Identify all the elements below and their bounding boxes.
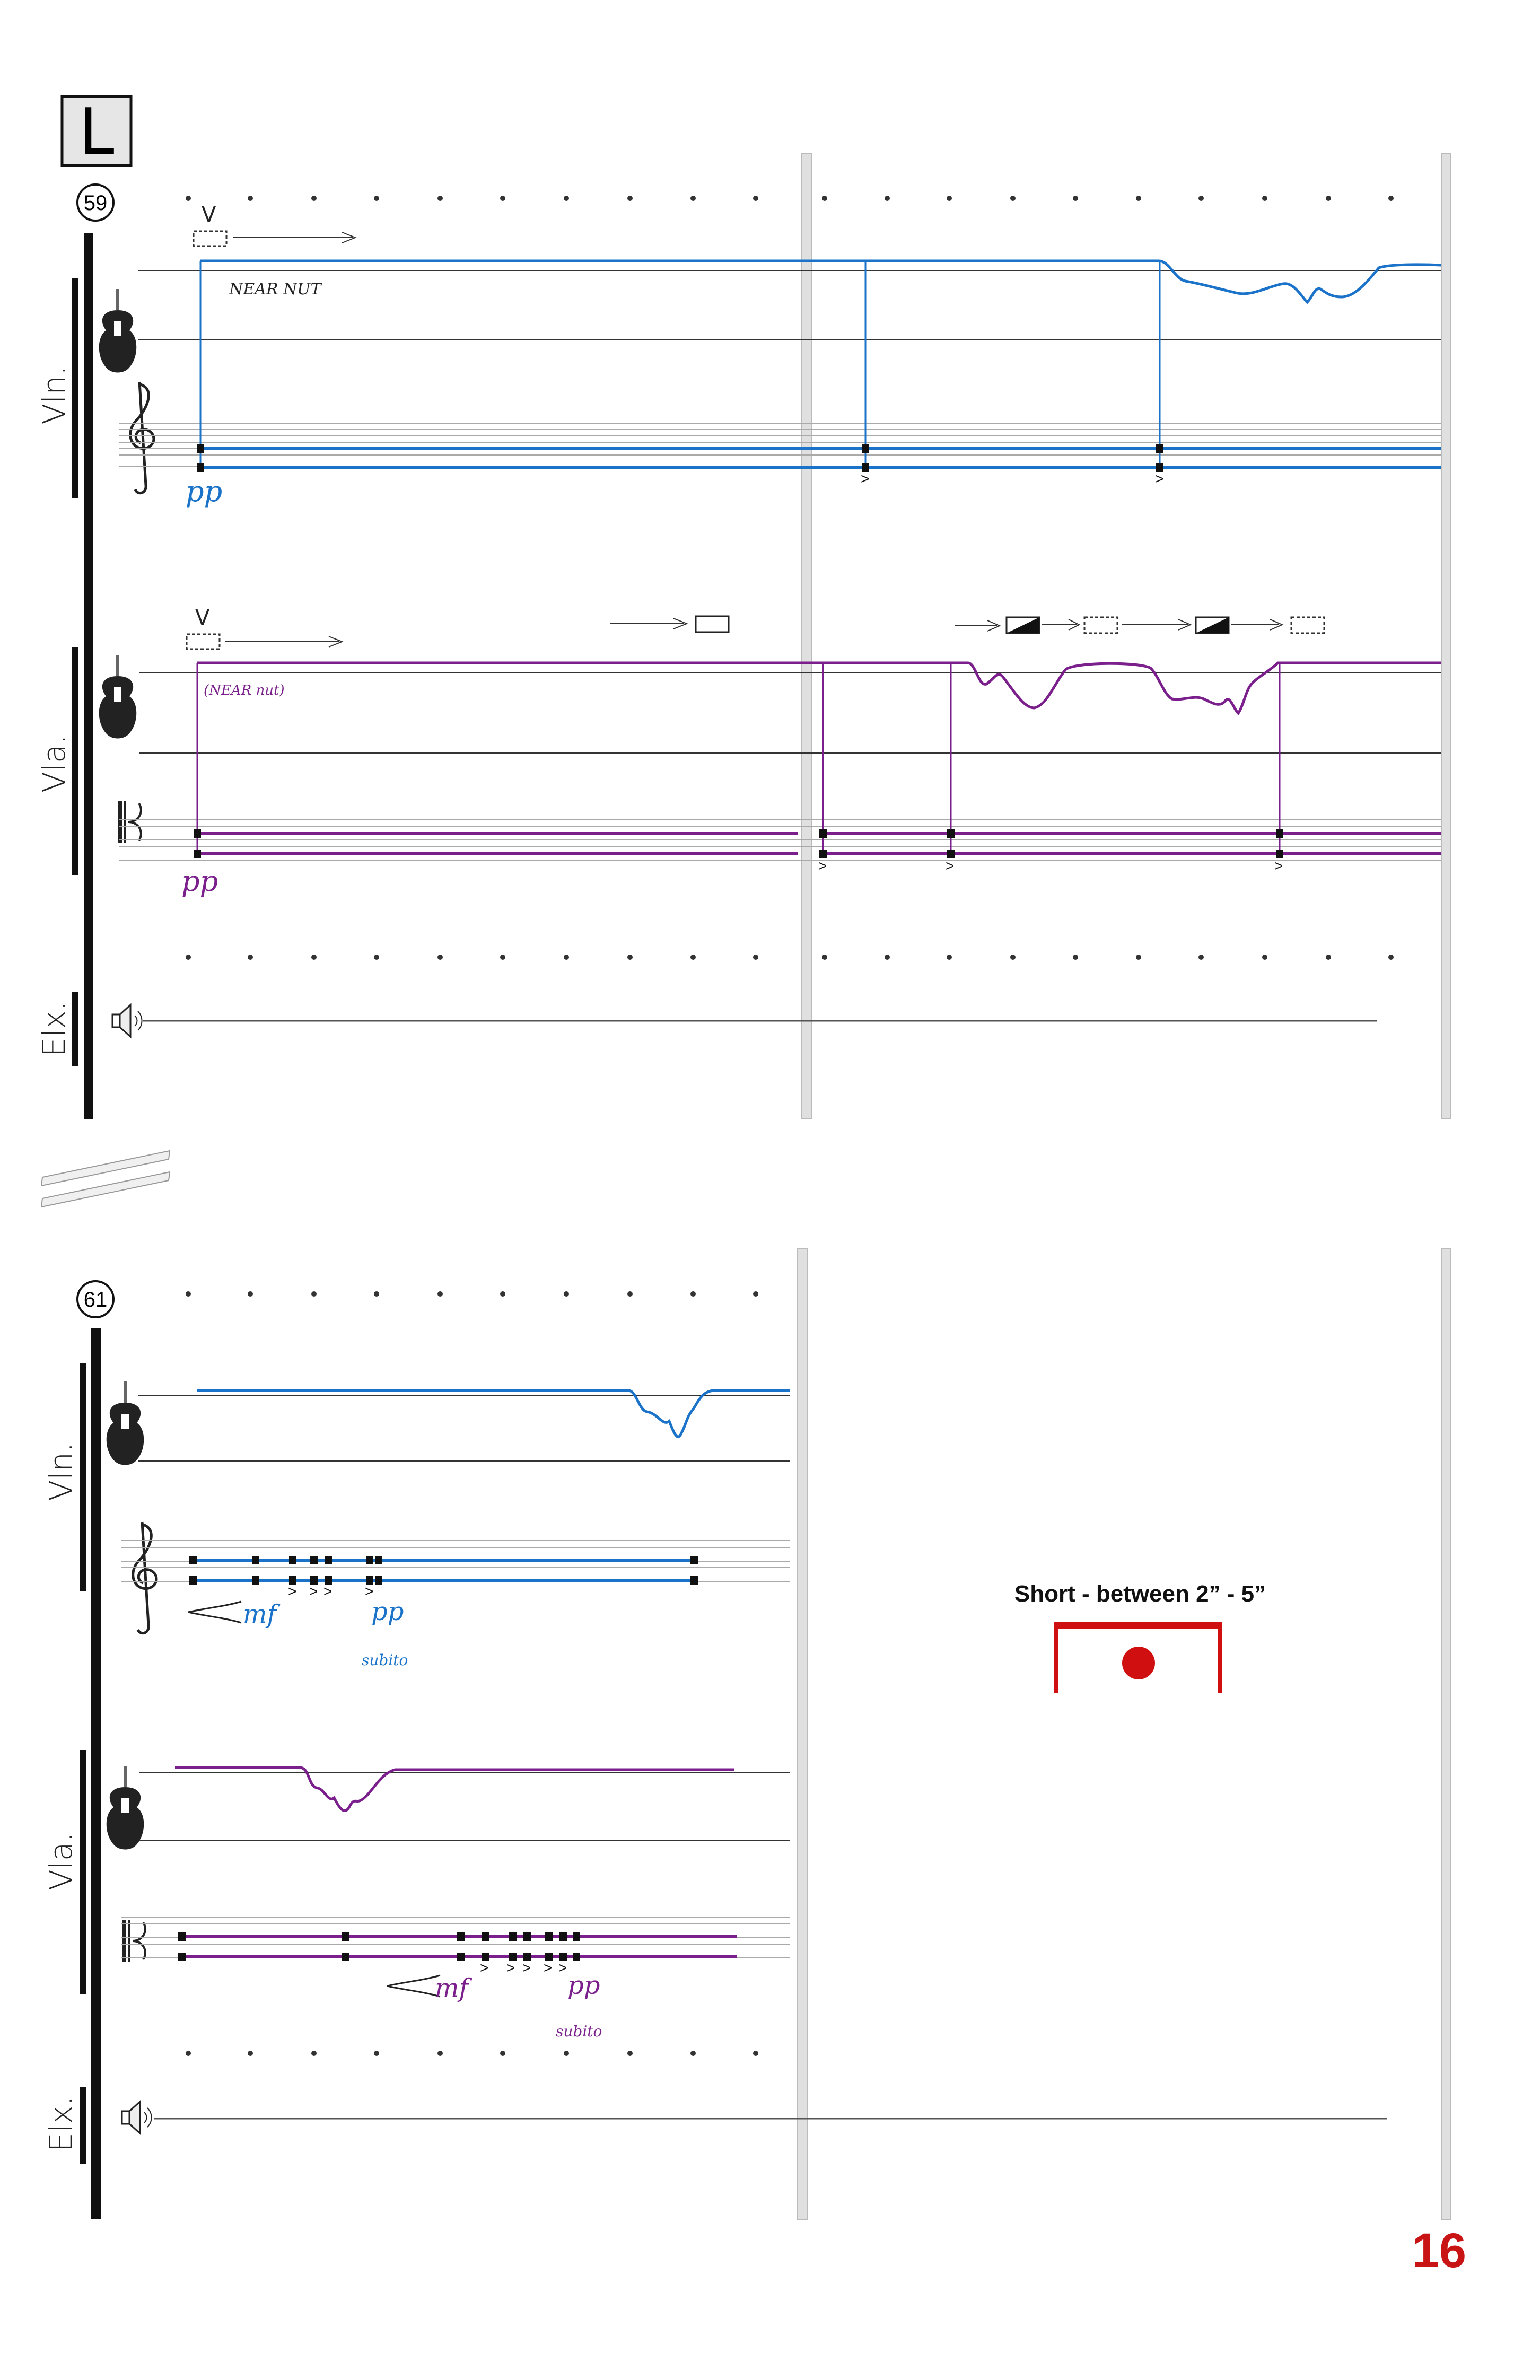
viola-staff [36,606,1441,898]
system-1 [36,154,1451,1119]
time-dots [186,955,1394,960]
viola-contour-2 [175,1768,734,1810]
violin-contour-2 [197,1390,790,1437]
alto-clef-icon [118,801,141,843]
violin-label: Vln. [36,365,72,425]
bow-mark: V [202,203,216,227]
page-number: 16 [1412,2224,1466,2278]
violin-technique: NEAR NUT [229,280,321,299]
violin-dynamic-start: mf [243,1599,277,1629]
barline-end [1441,154,1451,1119]
violin-subito-text: subito [362,1651,408,1669]
system-2 [43,1249,1451,2219]
svg-text:>: > [861,470,870,487]
violin-staff [36,203,1441,508]
svg-text:>: > [1155,470,1164,487]
violin-dynamic: pp [186,475,223,508]
svg-text:>: > [480,1959,489,1976]
barline [798,1249,807,2219]
viola-label: Vla. [36,734,72,793]
violin-staff-2 [43,1363,790,1669]
electronics-label: Elx. [43,2096,79,2152]
svg-text:>: > [946,858,955,874]
violin-label: Vln. [43,1442,79,1501]
electronics-staff [36,992,1377,1066]
measure-number: 61 [83,1288,108,1311]
fermata-box [1014,1581,1266,1693]
fermata-dot [1122,1647,1155,1679]
time-dots [186,2051,758,2056]
svg-text:>: > [558,1959,567,1976]
rehearsal-letter: L [78,95,115,169]
barline [802,154,811,1119]
viola-subito-text: subito [556,2023,602,2040]
system-break-icon [41,1151,170,1207]
rehearsal-mark [62,95,131,169]
viola-technique: (NEAR nut) [204,682,285,698]
viola-dynamic: pp [181,864,218,898]
treble-clef-icon [133,1522,156,1633]
violin-dynamic-subito: pp [371,1597,404,1626]
violin-icon [99,289,137,373]
bow-mark: V [195,606,210,630]
system-bracket [91,1328,101,2219]
viola-label: Vla. [43,1832,79,1891]
violin-contour [200,261,1441,302]
barline-end [1441,1249,1451,2219]
system-bracket [84,233,93,1119]
time-dots [186,196,1394,201]
treble-clef-icon [130,382,154,493]
viola-staff-2 [43,1750,790,2040]
alto-clef-icon [122,1920,145,1962]
time-dots [186,1291,758,1297]
electronics-label: Elx. [36,1001,72,1057]
measure-number: 59 [83,191,108,215]
viola-dynamic-subito: pp [567,1971,600,2000]
violin-icon [107,1381,144,1465]
electronics-staff-2 [43,2087,1387,2164]
speaker-icon [122,2102,152,2133]
viola-icon [107,1766,144,1850]
svg-text:>: > [818,858,827,874]
viola-icon [99,655,137,739]
svg-text:>: > [288,1583,297,1599]
svg-text:>: > [506,1959,515,1976]
svg-text:>: > [323,1583,332,1599]
svg-text:>: > [522,1959,531,1976]
speaker-icon [112,1005,142,1037]
svg-text:>: > [1274,858,1283,874]
svg-text:>: > [365,1583,374,1599]
svg-text:>: > [544,1959,553,1976]
svg-text:>: > [309,1583,318,1599]
viola-dynamic-start: mf [435,1973,469,2003]
fermata-duration-text: Short - between 2” - 5” [1014,1581,1266,1607]
viola-contour [197,663,1441,713]
